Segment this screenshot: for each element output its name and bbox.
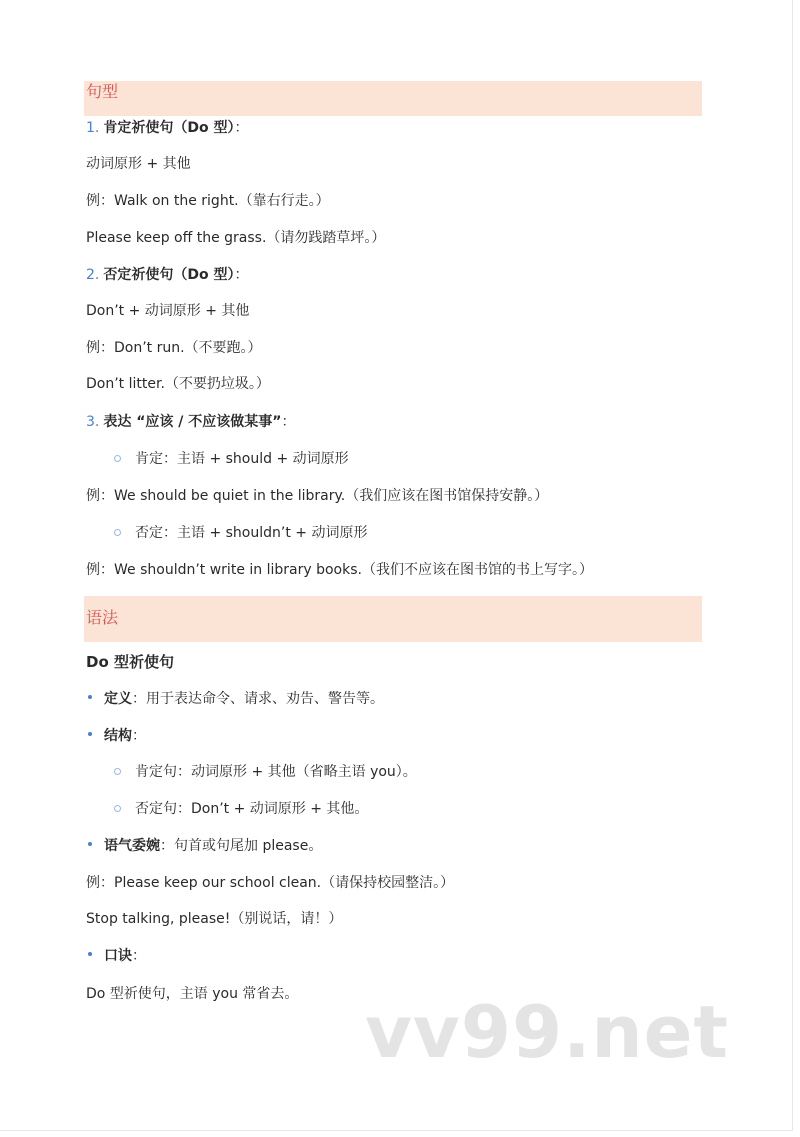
pattern-item-1-example-2: Please keep off the grass.（请勿践踏草坪。）: [86, 230, 386, 246]
grammar-tone-example-2: Stop talking, please!（别说话，请！）: [86, 911, 343, 927]
pattern-item-2-rule: Don’t + 动词原形 + 其他: [86, 303, 250, 319]
pattern-item-1-example-1: 例：Walk on the right.（靠右行走。）: [86, 193, 330, 209]
bullet-icon: [88, 842, 92, 846]
watermark: vv99.net: [365, 990, 729, 1074]
hollow-bullet-icon: [114, 455, 121, 462]
item-title: 表达 “应该 / 不应该做某事”: [103, 414, 282, 430]
list-number: 3.: [86, 414, 100, 430]
pattern-item-2-example-2: Don’t litter.（不要扔垃圾。）: [86, 376, 270, 392]
hollow-bullet-icon: [114, 805, 121, 812]
pattern-item-3-positive: 肯定：主语 + should + 动词原形: [114, 449, 349, 469]
pattern-item-3-positive-example: 例：We should be quiet in the library.（我们应该在图书馆保持安静。）: [86, 488, 549, 504]
pattern-item-2-heading: 2. 否定祈使句（Do 型）：: [86, 267, 249, 283]
section-heading-pattern: 句型: [84, 81, 702, 116]
pattern-item-3-negative-example: 例：We shouldn’t write in library books.（我们不应该在图书馆的书上写字。）: [86, 562, 593, 578]
item-title: 否定祈使句（Do 型）: [103, 267, 235, 283]
grammar-subtitle: Do 型祈使句: [86, 653, 174, 671]
item-title: 肯定祈使句（Do 型）: [103, 120, 235, 136]
section-heading-grammar: 语法: [84, 596, 702, 642]
grammar-structure-negative: 否定句：Don’t + 动词原形 + 其他。: [114, 799, 368, 819]
pattern-item-3-negative: 否定：主语 + shouldn’t + 动词原形: [114, 523, 367, 543]
grammar-tone-example-1: 例：Please keep our school clean.（请保持校园整洁。）: [86, 875, 455, 891]
bullet-icon: [88, 952, 92, 956]
grammar-rhyme: 口诀：: [88, 946, 146, 966]
grammar-definition: 定义：用于表达命令、请求、劝告、警告等。: [88, 689, 384, 709]
pattern-item-2-example-1: 例：Don’t run.（不要跑。）: [86, 340, 262, 356]
bullet-icon: [88, 695, 92, 699]
hollow-bullet-icon: [114, 529, 121, 536]
grammar-structure: 结构：: [88, 726, 146, 746]
pattern-item-3-heading: 3. 表达 “应该 / 不应该做某事”：: [86, 414, 296, 430]
grammar-tone: 语气委婉：句首或句尾加 please。: [88, 836, 322, 856]
grammar-rhyme-text: Do 型祈使句，主语 you 常省去。: [86, 986, 299, 1002]
pattern-item-1-rule: 动词原形 + 其他: [86, 156, 191, 172]
grammar-structure-positive: 肯定句：动词原形 + 其他（省略主语 you）。: [114, 762, 417, 782]
pattern-item-1-heading: 1. 肯定祈使句（Do 型）：: [86, 120, 249, 136]
list-number: 1.: [86, 120, 100, 136]
list-number: 2.: [86, 267, 100, 283]
hollow-bullet-icon: [114, 768, 121, 775]
bullet-icon: [88, 732, 92, 736]
